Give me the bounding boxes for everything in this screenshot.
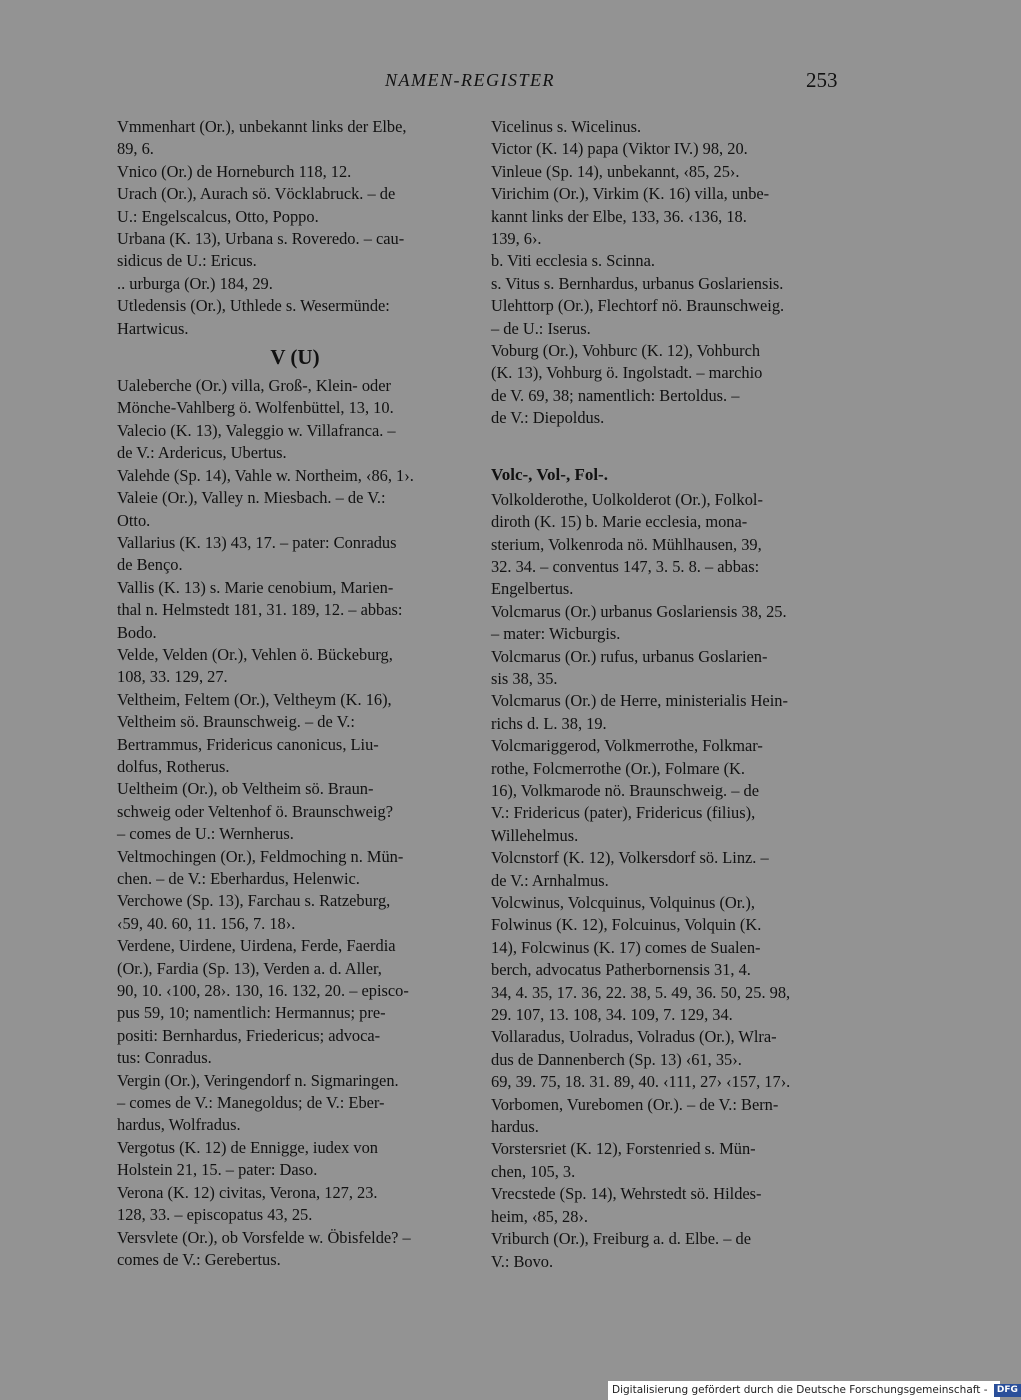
index-entry bbox=[491, 161, 841, 183]
index-entry bbox=[491, 138, 841, 160]
entry-line: Voburg (Or.), Vohburc (K. 12), Vohburch bbox=[491, 341, 761, 361]
entry-line: – de U.: Iserus. bbox=[491, 318, 591, 338]
index-entry bbox=[117, 935, 473, 1069]
entry-line: sis 38, 35. bbox=[491, 668, 558, 688]
index-entry bbox=[491, 295, 841, 340]
page-number: 253 bbox=[806, 68, 838, 92]
entry-line: (K. 13), Vohburg ö. Ingolstadt. – marchio bbox=[491, 363, 763, 383]
index-entry bbox=[117, 1137, 473, 1182]
entry-line: hardus, Wolfradus. bbox=[117, 1115, 241, 1135]
entry-line: Mönche-Vahlberg ö. Wolfenbüttel, 13, 10. bbox=[117, 398, 394, 418]
entry-line: chen. – de V.: Eberhardus, Helenwic. bbox=[117, 869, 360, 888]
index-entry bbox=[491, 116, 841, 138]
index-entry bbox=[117, 1070, 473, 1137]
index-entry bbox=[491, 1026, 841, 1093]
entry-line: Valeie (Or.), Valley n. Miesbach. – de V.: bbox=[117, 488, 386, 508]
index-entry bbox=[117, 161, 473, 183]
page-header bbox=[0, 70, 1000, 100]
entry-line: thal n. Helmstedt 181, 31. 189, 12. – abbas: bbox=[117, 600, 403, 620]
entry-line: (Or.), Fardia (Sp. 13), Verden a. d. Aller, bbox=[117, 958, 382, 978]
index-entry bbox=[491, 601, 841, 646]
entry-line: Ulehttorp (Or.), Flechtorf nö. Braunschweig. bbox=[491, 296, 785, 316]
entry-line: de Benço. bbox=[117, 555, 183, 575]
entry-line: diroth (K. 15) b. Marie ecclesia, mona- bbox=[491, 512, 748, 532]
entry-line: Holstein 21, 15. – pater: Daso. bbox=[117, 1160, 318, 1180]
entry-line: Verchowe (Sp. 13), Farchau s. Ratzeburg, bbox=[117, 891, 391, 911]
entry-line: Willehelmus. bbox=[491, 825, 579, 845]
index-entry bbox=[491, 489, 841, 601]
entry-line: Vorstersriet (K. 12), Forstenried s. Mün- bbox=[491, 1139, 756, 1159]
entry-line: Vinleue (Sp. 14), unbekannt, ‹85, 25›. bbox=[491, 161, 740, 181]
index-entry bbox=[491, 735, 841, 847]
entry-line: Volcwinus, Volcquinus, Volquinus (Or.), bbox=[491, 893, 755, 912]
entry-line: .. urburga (Or.) 184, 29. bbox=[117, 273, 273, 293]
entry-line: Urbana (K. 13), Urbana s. Roveredo. – cau- bbox=[117, 229, 405, 249]
entry-line: V.: Bovo. bbox=[491, 1251, 554, 1271]
entry-line: Vergin (Or.), Veringendorf n. Sigmaringen. bbox=[117, 1070, 399, 1090]
entry-line: heim, ‹85, 28›. bbox=[491, 1206, 588, 1226]
entry-line: positi: Bernhardus, Friedericus; advoca- bbox=[117, 1025, 381, 1045]
index-entry bbox=[117, 689, 473, 779]
entry-line: Vmmenhart (Or.), unbekannt links der Elbe, bbox=[117, 117, 407, 136]
entry-line: 69, 39. 75, 18. 31. 89, 40. ‹111, 27› ‹157, 17›. bbox=[491, 1072, 791, 1092]
entry-line: Vriburch (Or.), Freiburg a. d. Elbe. – de bbox=[491, 1229, 751, 1249]
entry-line: b. Viti ecclesia s. Scinna. bbox=[491, 251, 655, 271]
index-entry bbox=[491, 690, 841, 735]
entry-line: Folwinus (K. 12), Folcuinus, Volquin (K. bbox=[491, 915, 762, 935]
entry-line: Valecio (K. 13), Valeggio w. Villafranca. – bbox=[117, 420, 396, 440]
entry-line: Virichim (Or.), Virkim (K. 16) villa, unbe- bbox=[491, 184, 770, 204]
entry-line: Verdene, Uirdene, Uirdena, Ferde, Faerdia bbox=[117, 936, 396, 956]
entry-line: berch, advocatus Patherbornensis 31, 4. bbox=[491, 960, 751, 980]
entry-line: dus de Dannenberch (Sp. 13) ‹61, 35›. bbox=[491, 1049, 742, 1069]
entry-line: Velde, Velden (Or.), Vehlen ö. Bückeburg, bbox=[117, 644, 393, 664]
entry-line: dolfus, Rotherus. bbox=[117, 756, 230, 776]
index-entry bbox=[117, 273, 473, 295]
entry-line: Vollaradus, Uolradus, Volradus (Or.), Wlra- bbox=[491, 1027, 777, 1047]
entry-line: rothe, Folcmerrothe (Or.), Folmare (K. bbox=[491, 758, 745, 778]
entry-line: Utledensis (Or.), Uthlede s. Wesermünde: bbox=[117, 296, 390, 316]
index-entry bbox=[117, 532, 473, 577]
entry-line: de V.: Ardericus, Ubertus. bbox=[117, 443, 287, 463]
entry-line: Volcmarus (Or.) de Herre, ministerialis Hein- bbox=[491, 691, 788, 711]
index-entry bbox=[117, 487, 473, 532]
left-entries-before bbox=[117, 116, 473, 340]
entry-line: ‹59, 40. 60, 11. 156, 7. 18›. bbox=[117, 913, 296, 933]
index-entry bbox=[117, 1182, 473, 1227]
entry-line: Volcmarus (Or.) rufus, urbanus Goslarien- bbox=[491, 646, 768, 666]
index-entry bbox=[117, 183, 473, 228]
entry-line: 108, 33. 129, 27. bbox=[117, 667, 228, 687]
right-entries-before bbox=[491, 116, 841, 430]
right-column bbox=[491, 116, 841, 1273]
entry-line: – comes de U.: Wernherus. bbox=[117, 824, 294, 844]
index-entry bbox=[491, 1138, 841, 1183]
index-entry bbox=[491, 250, 841, 272]
entry-line: Engelbertus. bbox=[491, 579, 574, 599]
dfg-logo: DFG bbox=[994, 1384, 1021, 1397]
entry-line: kannt links der Elbe, 133, 36. ‹136, 18. bbox=[491, 206, 747, 226]
index-entry bbox=[117, 116, 473, 161]
entry-line: tus: Conradus. bbox=[117, 1048, 212, 1068]
right-entries-after bbox=[491, 489, 841, 1273]
entry-line: hardus. bbox=[491, 1117, 539, 1137]
entry-line: Verona (K. 12) civitas, Verona, 127, 23. bbox=[117, 1182, 378, 1202]
entry-line: Ualeberche (Or.) villa, Groß-, Klein- oder bbox=[117, 376, 391, 396]
index-entry bbox=[117, 846, 473, 891]
entry-line: 14), Folcwinus (K. 17) comes de Sualen- bbox=[491, 937, 761, 957]
entry-line: chen, 105, 3. bbox=[491, 1161, 576, 1181]
entry-line: – comes de V.: Manegoldus; de V.: Eber- bbox=[117, 1093, 385, 1113]
left-column bbox=[117, 116, 473, 1271]
index-entry bbox=[117, 375, 473, 420]
index-entry bbox=[117, 420, 473, 465]
entry-line: Volcmarus (Or.) urbanus Goslariensis 38, 25. bbox=[491, 601, 787, 621]
entry-line: Volcmariggerod, Volkmerrothe, Folkmar- bbox=[491, 736, 763, 756]
entry-line: Bodo. bbox=[117, 622, 157, 642]
entry-line: 139, 6›. bbox=[491, 229, 542, 249]
entry-line: U.: Engelscalcus, Otto, Poppo. bbox=[117, 206, 319, 226]
index-entry bbox=[117, 778, 473, 845]
index-entry bbox=[117, 577, 473, 644]
entry-line: Vnico (Or.) de Horneburch 118, 12. bbox=[117, 161, 352, 181]
index-entry bbox=[117, 644, 473, 689]
entry-line: 34, 4. 35, 17. 36, 22. 38, 5. 49, 36. 50, 25. 98, bbox=[491, 982, 791, 1002]
entry-line: pus 59, 10; namentlich: Hermannus; pre- bbox=[117, 1003, 386, 1023]
index-entry bbox=[491, 892, 841, 1026]
entry-line: s. Vitus s. Bernhardus, urbanus Goslariensis. bbox=[491, 273, 784, 293]
entry-line: comes de V.: Gerebertus. bbox=[117, 1249, 281, 1269]
index-entry bbox=[491, 1183, 841, 1228]
entry-line: sterium, Volkenroda nö. Mühlhausen, 39, bbox=[491, 534, 762, 554]
index-entry bbox=[491, 1094, 841, 1139]
entry-line: Volkolderothe, Uolkolderot (Or.), Folkol- bbox=[491, 489, 763, 509]
entry-line: richs d. L. 38, 19. bbox=[491, 713, 607, 733]
entry-line: de V.: Diepoldus. bbox=[491, 408, 605, 428]
entry-line: Victor (K. 14) papa (Viktor IV.) 98, 20. bbox=[491, 139, 748, 159]
entry-line: 128, 33. – episcopatus 43, 25. bbox=[117, 1205, 313, 1225]
entry-line: 89, 6. bbox=[117, 139, 154, 159]
entry-line: V.: Fridericus (pater), Fridericus (filius), bbox=[491, 803, 756, 823]
entry-line: Veltmochingen (Or.), Feldmoching n. Mün- bbox=[117, 846, 404, 866]
group-title: Volc-, Vol-, Fol-. bbox=[491, 464, 608, 484]
entry-line: Ueltheim (Or.), ob Veltheim sö. Braun- bbox=[117, 779, 374, 799]
section-title: V (U) bbox=[270, 345, 320, 370]
entry-line: Bertrammus, Fridericus canonicus, Liu- bbox=[117, 734, 379, 754]
footer-text: Digitalisierung gefördert durch die Deutsche Forschungsgemeinschaft - bbox=[612, 1384, 988, 1396]
entry-line: Vallarius (K. 13) 43, 17. – pater: Conradus bbox=[117, 532, 397, 552]
entry-line: Vrecstede (Sp. 14), Wehrstedt sö. Hildes- bbox=[491, 1184, 762, 1204]
entry-line: Veltheim sö. Braunschweig. – de V.: bbox=[117, 712, 355, 732]
index-entry bbox=[117, 890, 473, 935]
index-entry bbox=[117, 1227, 473, 1272]
index-entry bbox=[491, 273, 841, 295]
index-entry bbox=[491, 847, 841, 892]
entry-line: Otto. bbox=[117, 510, 151, 530]
entry-line: – mater: Wicburgis. bbox=[491, 624, 621, 644]
entry-line: de V. 69, 38; namentlich: Bertoldus. – bbox=[491, 385, 740, 405]
footer-bar bbox=[608, 1381, 1018, 1400]
index-entry bbox=[117, 295, 473, 340]
entry-line: Urach (Or.), Aurach sö. Vöcklabruck. – de bbox=[117, 184, 396, 204]
index-entry bbox=[117, 228, 473, 273]
index-entry bbox=[491, 183, 841, 250]
entry-line: schweig oder Veltenhof ö. Braunschweig? bbox=[117, 801, 393, 821]
entry-line: Volcnstorf (K. 12), Volkersdorf sö. Linz. – bbox=[491, 848, 769, 868]
running-title: NAMEN-REGISTER bbox=[385, 70, 555, 90]
entry-line: sidicus de U.: Ericus. bbox=[117, 251, 257, 271]
entry-line: Versvlete (Or.), ob Vorsfelde w. Öbisfelde? – bbox=[117, 1227, 411, 1247]
entry-line: 32. 34. – conventus 147, 3. 5. 8. – abbas: bbox=[491, 556, 760, 576]
entry-line: Veltheim, Feltem (Or.), Veltheym (K. 16), bbox=[117, 689, 392, 709]
index-entry bbox=[491, 340, 841, 430]
entry-line: Hartwicus. bbox=[117, 318, 189, 338]
entry-line: 29. 107, 13. 108, 34. 109, 7. 129, 34. bbox=[491, 1005, 733, 1025]
left-entries-after bbox=[117, 375, 473, 1271]
entry-line: 90, 10. ‹100, 28›. 130, 16. 132, 20. – episco- bbox=[117, 981, 409, 1001]
entry-line: Vorbomen, Vurebomen (Or.). – de V.: Bern- bbox=[491, 1094, 779, 1114]
entry-line: 16), Volkmarode nö. Braunschweig. – de bbox=[491, 780, 759, 800]
entry-line: Vallis (K. 13) s. Marie cenobium, Marien- bbox=[117, 577, 394, 597]
entry-line: Valehde (Sp. 14), Vahle w. Northeim, ‹86, 1›. bbox=[117, 465, 414, 485]
index-entry bbox=[117, 465, 473, 487]
index-entry bbox=[491, 1228, 841, 1273]
entry-line: de V.: Arnhalmus. bbox=[491, 870, 609, 890]
entry-line: Vicelinus s. Wicelinus. bbox=[491, 117, 642, 136]
entry-line: Vergotus (K. 12) de Ennigge, iudex von bbox=[117, 1137, 378, 1157]
index-entry bbox=[491, 646, 841, 691]
